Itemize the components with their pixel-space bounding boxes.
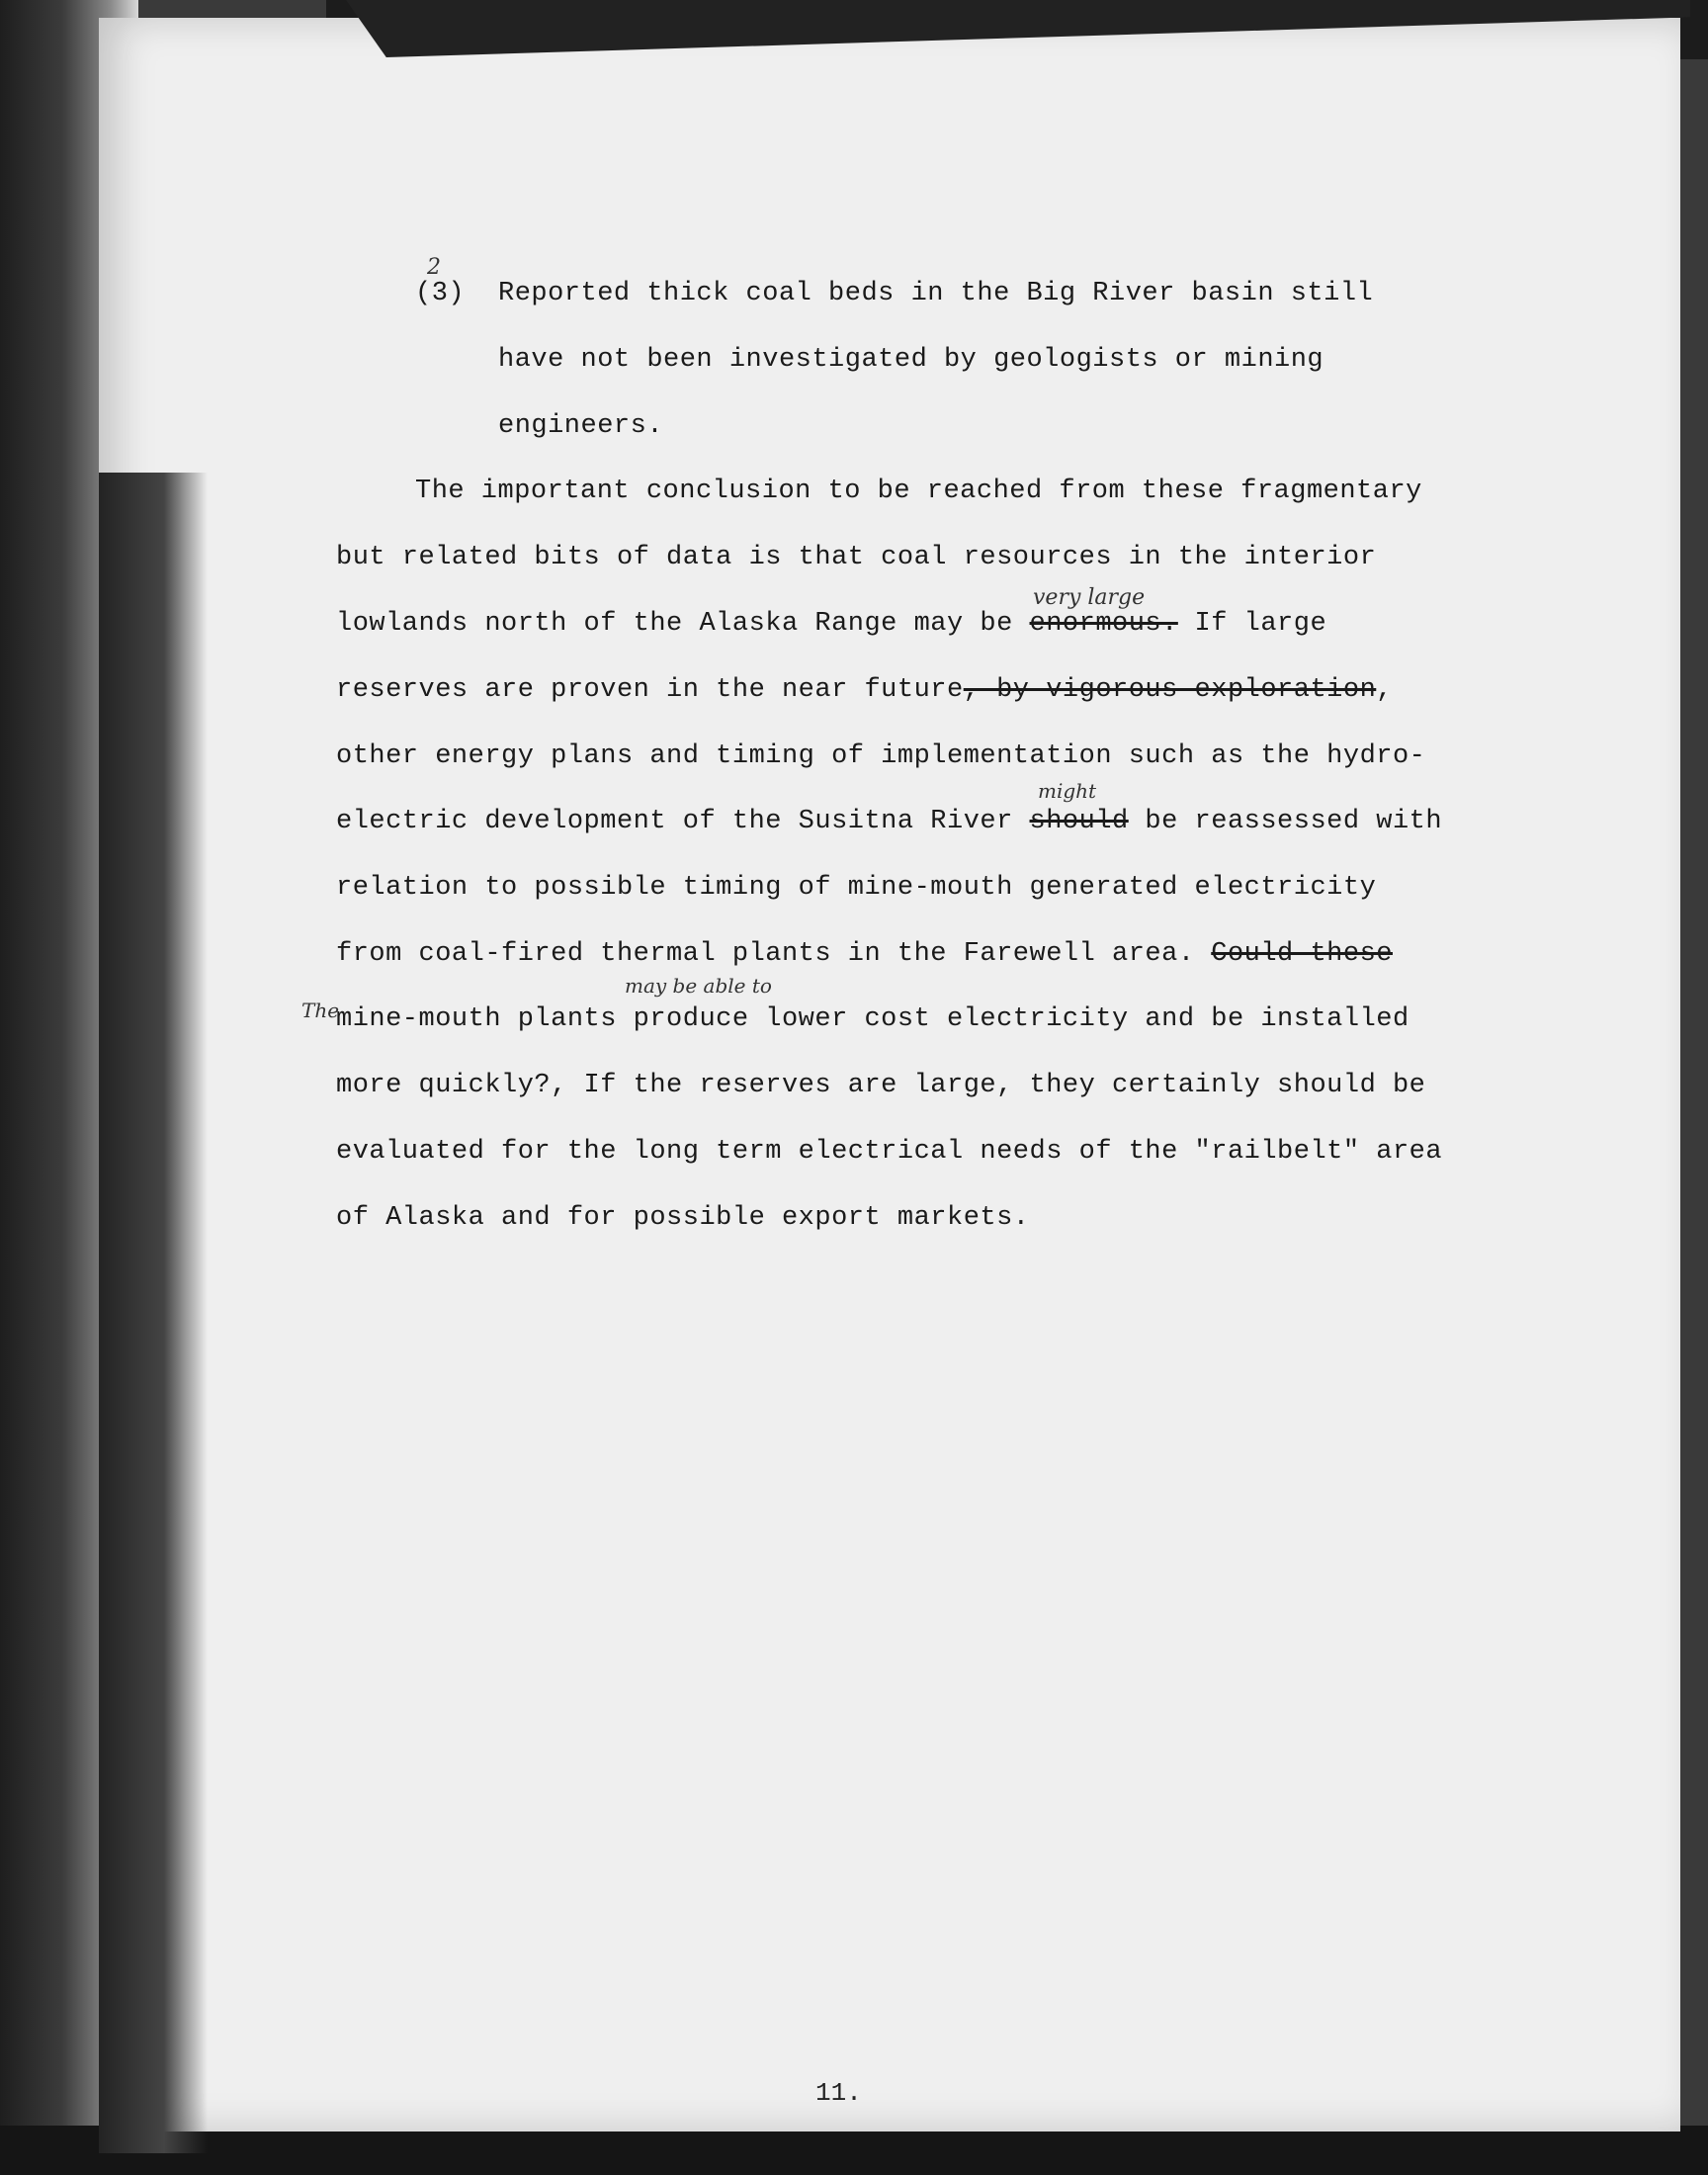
para-line-2: but related bits of data is that coal resources in the interior (336, 543, 1377, 572)
para-line-3: lowlands north of the Alaska Range may be enormous. If large (336, 609, 1327, 639)
item-line-3: engineers. (498, 411, 664, 441)
struck-could-these: Could these (1211, 939, 1393, 969)
page-fold-shadow (99, 473, 208, 2153)
item-line-1: Reported thick coal beds in the Big River basin still (498, 279, 1374, 308)
handwritten-item-number: 2 (427, 255, 441, 280)
para-line-10: more quickly?, If the reserves are large, they certainly should be (336, 1071, 1426, 1100)
para-line-6: electric development of the Susitna River should be reassessed with (336, 807, 1443, 836)
handwritten-may-be-able-to: may be able to (625, 974, 772, 998)
para-line-7: relation to possible timing of mine-mouth generated electricity (336, 873, 1377, 903)
para-line-12: of Alaska and for possible export markets. (336, 1203, 1030, 1233)
para-line-9: mine-mouth plants produce lower cost electricity and be installed (336, 1004, 1409, 1034)
handwritten-the: The (301, 999, 340, 1022)
handwritten-very-large: very large (1033, 585, 1146, 610)
para-line-1: The important conclusion to be reached from these fragmentary (415, 477, 1422, 506)
item-number: (3) (415, 279, 466, 308)
item-line-2: have not been investigated by geologists or mining (498, 345, 1324, 375)
para-line-5: other energy plans and timing of implementation such as the hydro- (336, 741, 1426, 771)
para-line-11: evaluated for the long term electrical needs of the "railbelt" area (336, 1137, 1443, 1167)
para-line-8: from coal-fired thermal plants in the Farewell area. Could these (336, 939, 1393, 969)
scan-bottom-edge (0, 2126, 1708, 2175)
struck-vigorous-exploration: , by vigorous exploration (963, 675, 1377, 705)
struck-enormous: enormous. (1029, 609, 1178, 639)
page-number: 11. (815, 2078, 862, 2108)
struck-should: should (1029, 807, 1129, 836)
para-line-4: reserves are proven in the near future, by vigorous exploration, (336, 675, 1393, 705)
handwritten-might: might (1038, 779, 1097, 803)
